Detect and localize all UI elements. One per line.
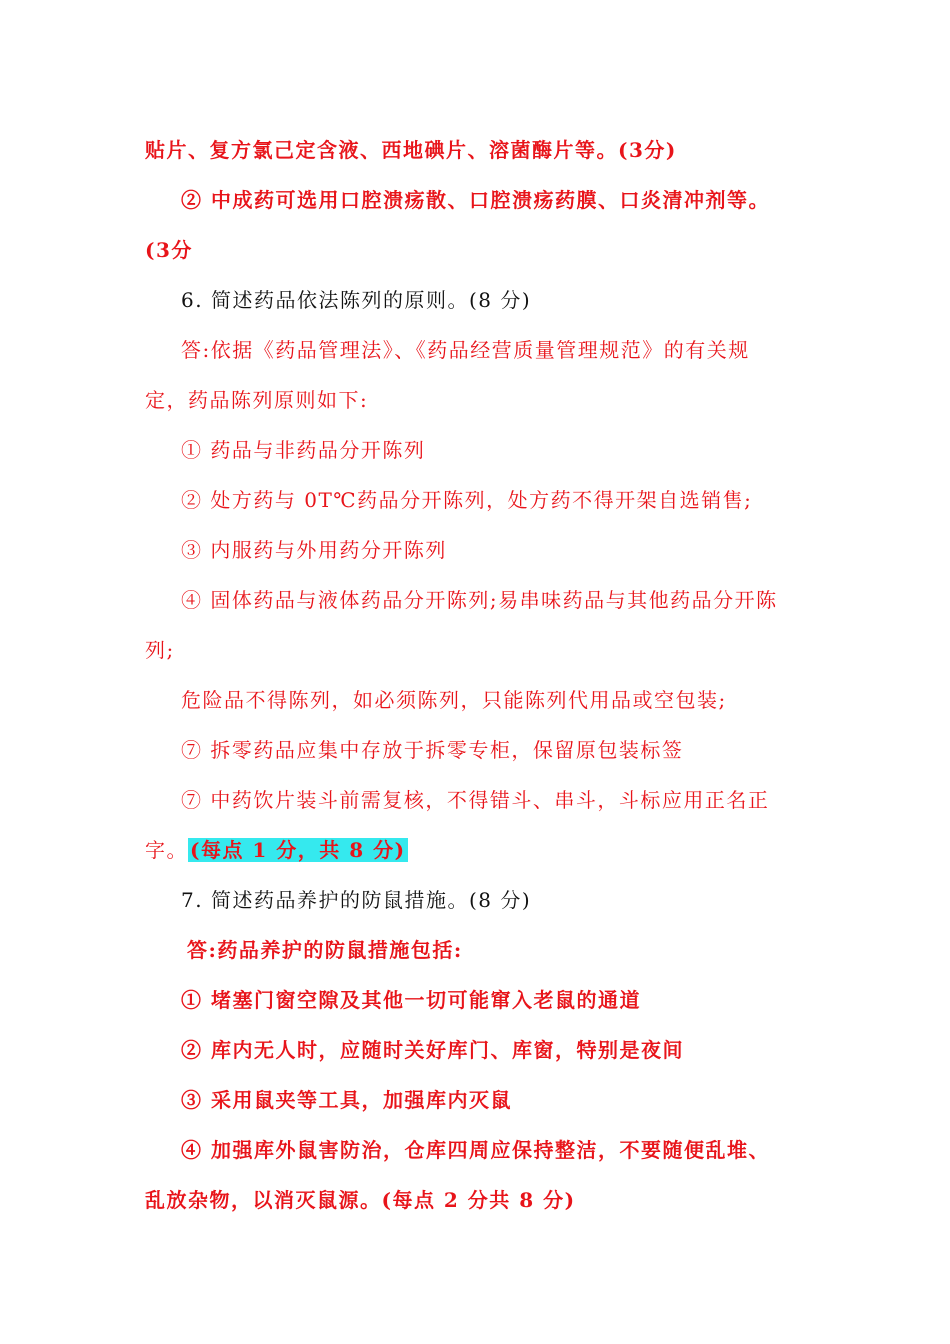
answer-line: ② 中成药可选用口腔溃疡散、口腔溃疡药膜、口炎清冲剂等。: [181, 188, 770, 212]
answer-line: [145, 836, 408, 864]
answer-line: 答:依据《药品管理法》、《药品经营质量管理规范》的有关规: [181, 338, 750, 362]
score-highlight: (每点 1 分，共 8 分): [190, 838, 406, 862]
answer-item: ⑦ 拆零药品应集中存放于拆零专柜，保留原包装标签: [181, 738, 684, 762]
question-7: 7. 简述药品养护的防鼠措施。(8 分): [181, 888, 532, 912]
answer-item: ⑦ 中药饮片装斗前需复核，不得错斗、串斗，斗标应用正名正: [181, 788, 770, 812]
answer-line-text: 字。: [145, 838, 188, 862]
answer-line: 答:药品养护的防鼠措施包括:: [187, 938, 463, 962]
answer-item: ② 处方药与 0T℃药品分开陈列，处方药不得开架自选销售;: [181, 488, 753, 512]
answer-item: ③ 采用鼠夹等工具，加强库内灭鼠: [181, 1088, 512, 1112]
answer-line: (3分: [145, 238, 193, 262]
answer-item: 危险品不得陈列，如必须陈列，只能陈列代用品或空包装;: [181, 688, 727, 712]
answer-item: ① 药品与非药品分开陈列: [181, 438, 426, 462]
answer-item: ③ 内服药与外用药分开陈列: [181, 538, 447, 562]
question-6: 6. 简述药品依法陈列的原则。(8 分): [181, 288, 532, 312]
answer-line: 列;: [145, 638, 175, 662]
answer-item: ④ 加强库外鼠害防治，仓库四周应保持整洁，不要随便乱堆、: [181, 1138, 770, 1162]
answer-item: ④ 固体药品与液体药品分开陈列;易串味药品与其他药品分开陈: [181, 588, 778, 612]
answer-item: ① 堵塞门窗空隙及其他一切可能窜入老鼠的通道: [181, 988, 641, 1012]
answer-line: 贴片、复方氯己定含液、西地碘片、溶菌酶片等。(3分): [145, 138, 677, 162]
answer-item: ② 库内无人时，应随时关好库门、库窗，特别是夜间: [181, 1038, 684, 1062]
answer-line: 定，药品陈列原则如下:: [145, 388, 369, 412]
answer-line: 乱放杂物，以消灭鼠源。(每点 2 分共 8 分): [145, 1188, 576, 1212]
